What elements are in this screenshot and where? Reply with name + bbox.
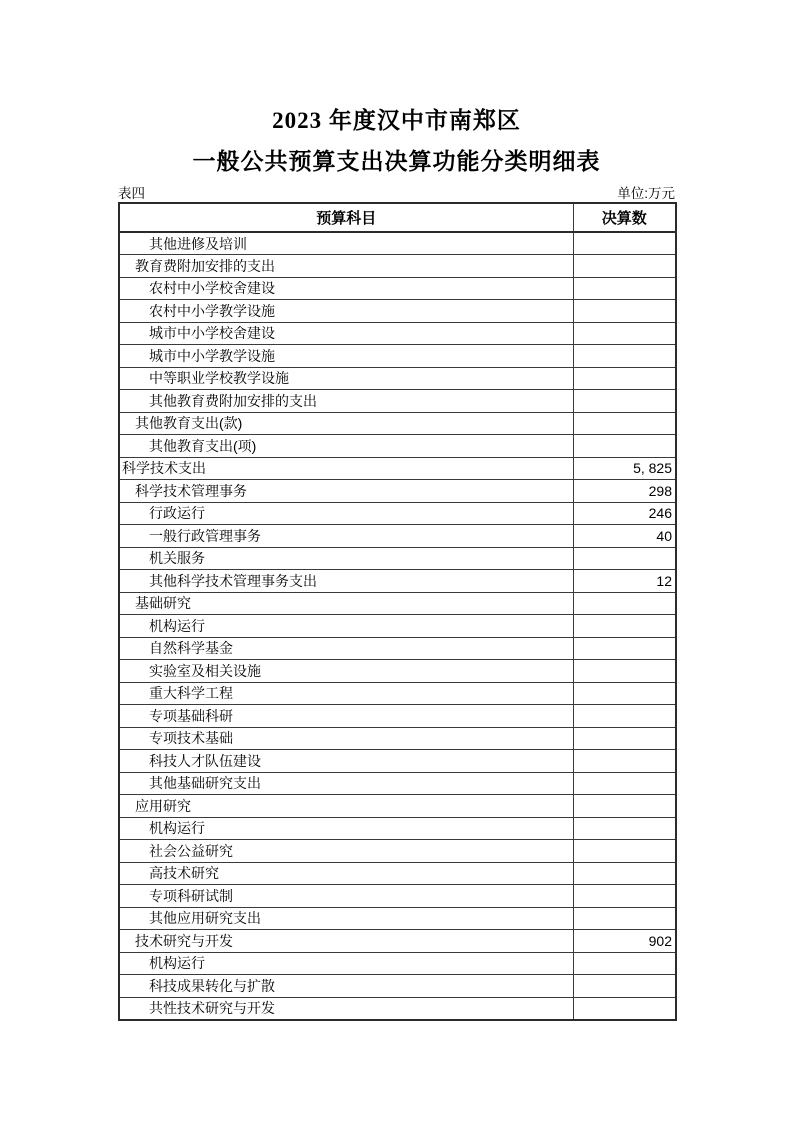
value-cell xyxy=(573,615,676,638)
subject-cell: 机关服务 xyxy=(119,547,573,570)
table-header xyxy=(119,203,676,232)
table-row xyxy=(119,345,676,368)
table-meta-row xyxy=(118,182,675,202)
table-row xyxy=(119,232,676,255)
table-row xyxy=(119,547,676,570)
table-row xyxy=(119,412,676,435)
subject-cell: 社会公益研究 xyxy=(119,840,573,863)
table-row xyxy=(119,885,676,908)
subject-cell: 城市中小学校舍建设 xyxy=(119,322,573,345)
table-row xyxy=(119,255,676,278)
value-cell xyxy=(573,817,676,840)
value-cell xyxy=(573,907,676,930)
value-cell xyxy=(573,345,676,368)
table-row xyxy=(119,300,676,323)
subject-cell: 城市中小学教学设施 xyxy=(119,345,573,368)
value-cell xyxy=(573,840,676,863)
subject-cell: 其他进修及培训 xyxy=(119,232,573,255)
table-body xyxy=(119,232,676,1020)
subject-cell: 高技术研究 xyxy=(119,862,573,885)
table-row xyxy=(119,750,676,773)
table-row xyxy=(119,817,676,840)
value-cell: 12 xyxy=(573,570,676,593)
value-cell xyxy=(573,750,676,773)
table-row xyxy=(119,795,676,818)
table-row xyxy=(119,840,676,863)
table-row xyxy=(119,862,676,885)
subject-cell: 一般行政管理事务 xyxy=(119,525,573,548)
value-cell xyxy=(573,862,676,885)
table-row xyxy=(119,772,676,795)
table-row xyxy=(119,952,676,975)
table-number-label: 表四 xyxy=(118,186,145,201)
subject-cell: 其他科学技术管理事务支出 xyxy=(119,570,573,593)
value-cell xyxy=(573,952,676,975)
value-cell xyxy=(573,322,676,345)
value-cell xyxy=(573,637,676,660)
value-cell xyxy=(573,390,676,413)
subject-cell: 其他应用研究支出 xyxy=(119,907,573,930)
value-cell xyxy=(573,592,676,615)
table-row xyxy=(119,660,676,683)
value-cell xyxy=(573,975,676,998)
table-row xyxy=(119,435,676,458)
table-row xyxy=(119,502,676,525)
value-cell xyxy=(573,547,676,570)
value-cell xyxy=(573,255,676,278)
table-row xyxy=(119,615,676,638)
subject-cell: 技术研究与开发 xyxy=(119,930,573,953)
column-header-value: 决算数 xyxy=(573,203,676,232)
subject-cell: 科技成果转化与扩散 xyxy=(119,975,573,998)
subject-cell: 实验室及相关设施 xyxy=(119,660,573,683)
subject-cell: 行政运行 xyxy=(119,502,573,525)
value-cell: 40 xyxy=(573,525,676,548)
subject-cell: 应用研究 xyxy=(119,795,573,818)
value-cell xyxy=(573,727,676,750)
subject-cell: 共性技术研究与开发 xyxy=(119,997,573,1020)
value-cell xyxy=(573,997,676,1020)
table-row xyxy=(119,637,676,660)
column-header-subject: 预算科目 xyxy=(119,203,573,232)
value-cell: 298 xyxy=(573,480,676,503)
subject-cell: 重大科学工程 xyxy=(119,682,573,705)
value-cell xyxy=(573,277,676,300)
subject-cell: 中等职业学校教学设施 xyxy=(119,367,573,390)
table-row xyxy=(119,480,676,503)
value-cell: 246 xyxy=(573,502,676,525)
value-cell xyxy=(573,772,676,795)
subject-cell: 教育费附加安排的支出 xyxy=(119,255,573,278)
unit-label: 单位:万元 xyxy=(617,186,675,201)
page-title-line2: 一般公共预算支出决算功能分类明细表 xyxy=(192,149,601,174)
value-cell xyxy=(573,885,676,908)
subject-cell: 农村中小学教学设施 xyxy=(119,300,573,323)
subject-cell: 其他教育费附加安排的支出 xyxy=(119,390,573,413)
value-cell: 5, 825 xyxy=(573,457,676,480)
value-cell xyxy=(573,660,676,683)
subject-cell: 科学技术支出 xyxy=(119,457,573,480)
value-cell xyxy=(573,367,676,390)
table-row xyxy=(119,457,676,480)
value-cell xyxy=(573,412,676,435)
subject-cell: 自然科学基金 xyxy=(119,637,573,660)
table-row xyxy=(119,930,676,953)
subject-cell: 农村中小学校舍建设 xyxy=(119,277,573,300)
subject-cell: 基础研究 xyxy=(119,592,573,615)
table-row xyxy=(119,727,676,750)
value-cell xyxy=(573,232,676,255)
table-row xyxy=(119,592,676,615)
table-row xyxy=(119,705,676,728)
value-cell xyxy=(573,435,676,458)
table-row xyxy=(119,525,676,548)
subject-cell: 专项基础科研 xyxy=(119,705,573,728)
header-row xyxy=(119,203,676,232)
budget-table xyxy=(118,202,677,1021)
subject-cell: 机构运行 xyxy=(119,817,573,840)
value-cell xyxy=(573,300,676,323)
table-row xyxy=(119,682,676,705)
subject-cell: 专项技术基础 xyxy=(119,727,573,750)
page-title-line1: 2023 年度汉中市南郑区 xyxy=(272,108,521,133)
value-cell xyxy=(573,795,676,818)
table-row xyxy=(119,367,676,390)
value-cell: 902 xyxy=(573,930,676,953)
table-row xyxy=(119,322,676,345)
table-row xyxy=(119,907,676,930)
subject-cell: 其他教育支出(款) xyxy=(119,412,573,435)
table-row xyxy=(119,975,676,998)
subject-cell: 科学技术管理事务 xyxy=(119,480,573,503)
subject-cell: 科技人才队伍建设 xyxy=(119,750,573,773)
subject-cell: 其他教育支出(项) xyxy=(119,435,573,458)
subject-cell: 专项科研试制 xyxy=(119,885,573,908)
value-cell xyxy=(573,705,676,728)
table-row xyxy=(119,277,676,300)
subject-cell: 机构运行 xyxy=(119,952,573,975)
subject-cell: 机构运行 xyxy=(119,615,573,638)
table-row xyxy=(119,390,676,413)
table-row xyxy=(119,570,676,593)
table-row xyxy=(119,997,676,1020)
subject-cell: 其他基础研究支出 xyxy=(119,772,573,795)
value-cell xyxy=(573,682,676,705)
